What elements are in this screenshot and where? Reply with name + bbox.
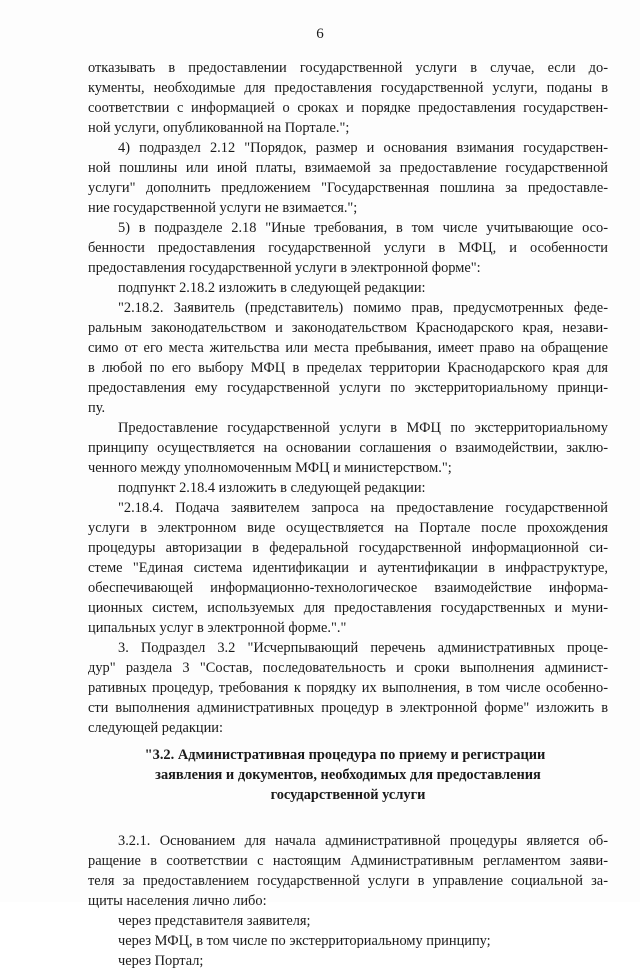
paragraph: [88, 498, 608, 638]
text-line: в любой по его выбору МФЦ в пределах территории Краснодарского края для: [88, 360, 608, 376]
text-line: щиты населения лично либо:: [88, 893, 267, 909]
page-number: 6: [316, 26, 324, 42]
text-line: "2.18.2. Заявитель (представитель) помимо прав, предусмотренных феде-: [118, 300, 608, 316]
text-line: Предоставление государственной услуги в МФЦ по экстерриториальному: [118, 420, 608, 436]
text-line: бенности предоставления государственной услуги в МФЦ, и особенности: [88, 240, 608, 256]
text-line: 3. Подраздел 3.2 "Исчерпывающий перечень административных проце-: [118, 640, 608, 656]
text-line: симо от его места жительства или места пребывания, имеет право на обращение: [88, 340, 608, 356]
heading-line: "3.2. Административная процедура по приему и регистрации: [144, 747, 546, 763]
text-line: через представителя заявителя;: [118, 913, 311, 929]
text-line: ченного между уполномоченным МФЦ и министерством.";: [88, 460, 452, 476]
text-line: теля за предоставлением государственной услуги в управление социальной за-: [88, 873, 608, 889]
paragraph: [88, 831, 608, 911]
text-line: через Портал;: [118, 953, 204, 969]
paragraph: [88, 218, 608, 278]
text-line: процедуры авторизации в федеральной государственной информационной си-: [88, 540, 608, 556]
text-line: предоставления ему государственной услуги по экстерриториальному принци-: [88, 380, 608, 396]
text-line: подпункт 2.18.2 изложить в следующей редакции:: [118, 280, 426, 296]
paragraph: [88, 298, 608, 418]
paragraph: [88, 138, 608, 218]
heading-line: государственной услуги: [270, 787, 426, 803]
text-line: пу.: [88, 400, 106, 416]
paragraph: [88, 931, 608, 951]
text-line: "2.18.4. Подача заявителем запроса на предоставление государственной: [118, 500, 608, 516]
paragraph: [88, 951, 608, 971]
text-line: следующей редакции:: [88, 720, 223, 736]
text-line: ративных процедур, требования к порядку их выполнения, в том числе особенно-: [88, 680, 608, 696]
text-line: подпункт 2.18.4 изложить в следующей редакции:: [118, 480, 426, 496]
text-line: предоставления государственной услуги в электронной форме":: [88, 260, 481, 276]
text-line: дур" раздела 3 "Состав, последовательность и сроки выполнения админист-: [88, 660, 608, 676]
text-line: ной услуги, опубликованной на Портале.";: [88, 120, 350, 136]
paragraph: [88, 278, 608, 298]
text-line: услуги" дополнить предложением "Государственная пошлина за предоставле-: [88, 180, 608, 196]
paragraph: [88, 58, 608, 138]
text-line: ние государственной услуги не взимается.";: [88, 200, 358, 216]
heading-line: заявления и документов, необходимых для предоставления: [155, 767, 541, 783]
text-line: услуги в электронном виде осуществляется на Портале после прохождения: [88, 520, 608, 536]
text-line: отказывать в предоставлении государственной услуги в случае, если до-: [88, 60, 608, 76]
text-line: ращение в соответствии с настоящим Административным регламентом заяви-: [88, 853, 608, 869]
text-line: ральным законодательством и законодательством Краснодарского края, незави-: [88, 320, 608, 336]
paragraph-group: [88, 58, 608, 738]
section-heading: [88, 745, 550, 805]
text-line: ципальных услуг в электронной форме.".": [88, 620, 347, 636]
text-line: 5) в подразделе 2.18 "Иные требования, в том числе учитывающие осо-: [118, 220, 608, 236]
text-line: принципу осуществляется на основании соглашения о взаимодействии, заклю-: [88, 440, 608, 456]
text-line: кументы, необходимые для предоставления государственной услуги, поданы в: [88, 80, 608, 96]
text-line: стеме "Единая система идентификации и аутентификации в инфраструктуре,: [88, 560, 608, 576]
paragraph: [88, 638, 608, 738]
text-line: 4) подраздел 2.12 "Порядок, размер и основания взимания государствен-: [118, 140, 608, 156]
paragraph: [88, 478, 608, 498]
text-line: 3.2.1. Основанием для начала административной процедуры является об-: [118, 833, 608, 849]
text-line: соответствии с информацией о сроках и порядке предоставления государствен-: [88, 100, 608, 116]
text-line: ной пошлины или иной платы, взимаемой за предоставление государственной: [88, 160, 608, 176]
text-line: ционных систем, используемых для предоставления государственных и муни-: [88, 600, 608, 616]
text-line: обеспечивающей информационно-технологическое взаимодействие информа-: [88, 580, 608, 596]
text-line: через МФЦ, в том числе по экстерриториальному принципу;: [118, 933, 491, 949]
paragraph: [88, 911, 608, 931]
text-line: сти выполнения административных процедур в электронной форме" изложить в: [88, 700, 608, 716]
paragraph: [88, 418, 608, 478]
paragraph-group-after-heading: [88, 831, 608, 971]
document-body: [88, 58, 608, 971]
